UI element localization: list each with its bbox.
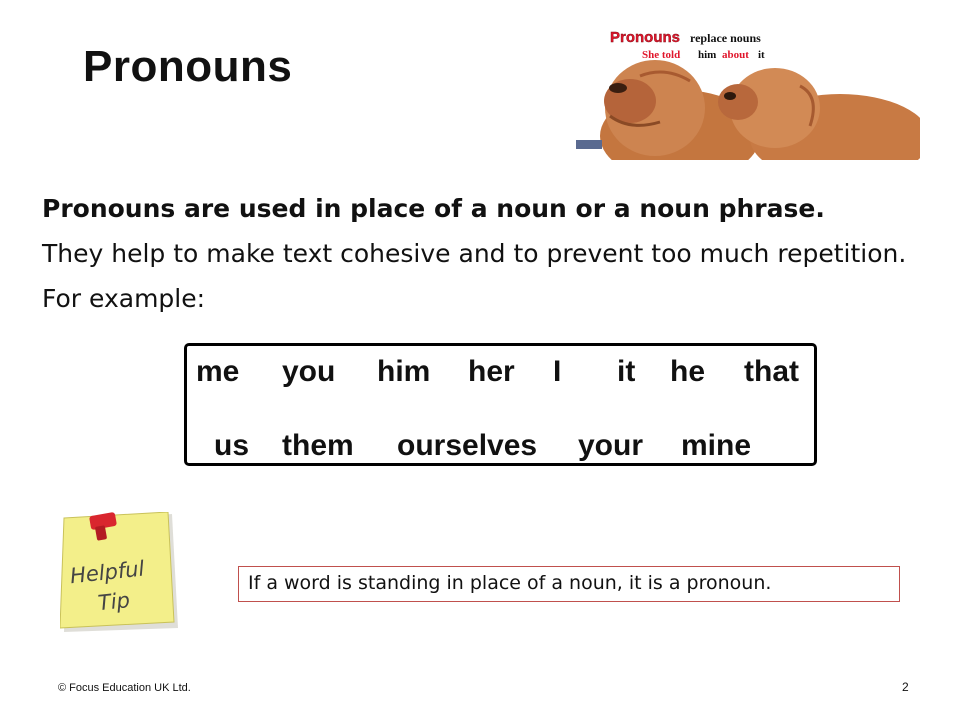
- slide-title: Pronouns: [83, 42, 293, 91]
- note-line-1: Helpful: [68, 556, 146, 589]
- definition-text: Pronouns are used in place of a noun or a noun phrase.: [42, 194, 825, 223]
- image-caption-him: him: [698, 49, 717, 61]
- pronoun-word: it: [617, 355, 636, 388]
- pronoun-word: that: [744, 355, 799, 388]
- pronoun-word: her: [468, 355, 515, 388]
- pronoun-word: you: [282, 355, 336, 388]
- pronoun-word: them: [282, 429, 354, 462]
- body-paragraph: [42, 186, 922, 321]
- pronoun-row-1: [187, 352, 814, 392]
- image-caption-mid: about: [722, 49, 749, 61]
- pronoun-word: me: [196, 355, 240, 388]
- copyright-footer: © Focus Education UK Ltd.: [58, 682, 191, 694]
- pronoun-word: him: [377, 355, 431, 388]
- image-caption-pre: She told: [642, 49, 681, 61]
- pronoun-row-2: [187, 426, 814, 466]
- pronoun-word: us: [214, 429, 250, 462]
- pronoun-examples-box: [184, 343, 817, 466]
- tip-text: If a word is standing in place of a noun, it is a pronoun.: [248, 572, 772, 594]
- dogs-photo: [570, 26, 920, 160]
- image-headline: Pronouns: [610, 29, 680, 46]
- pronoun-word: your: [578, 429, 644, 462]
- tip-text-box: [238, 566, 900, 602]
- image-caption-it: it: [758, 49, 765, 61]
- image-headline-suffix: replace nouns: [690, 31, 761, 45]
- pronoun-word: I: [553, 355, 562, 388]
- helpful-tip-note: [60, 512, 184, 636]
- pronoun-word: mine: [681, 429, 752, 462]
- note-line-2: Tip: [96, 588, 132, 616]
- pronoun-word: he: [670, 355, 706, 388]
- page-number: 2: [902, 680, 909, 694]
- pronoun-word: ourselves: [397, 429, 538, 462]
- explanation-text: They help to make text cohesive and to prevent too much repetition. For example:: [42, 239, 907, 313]
